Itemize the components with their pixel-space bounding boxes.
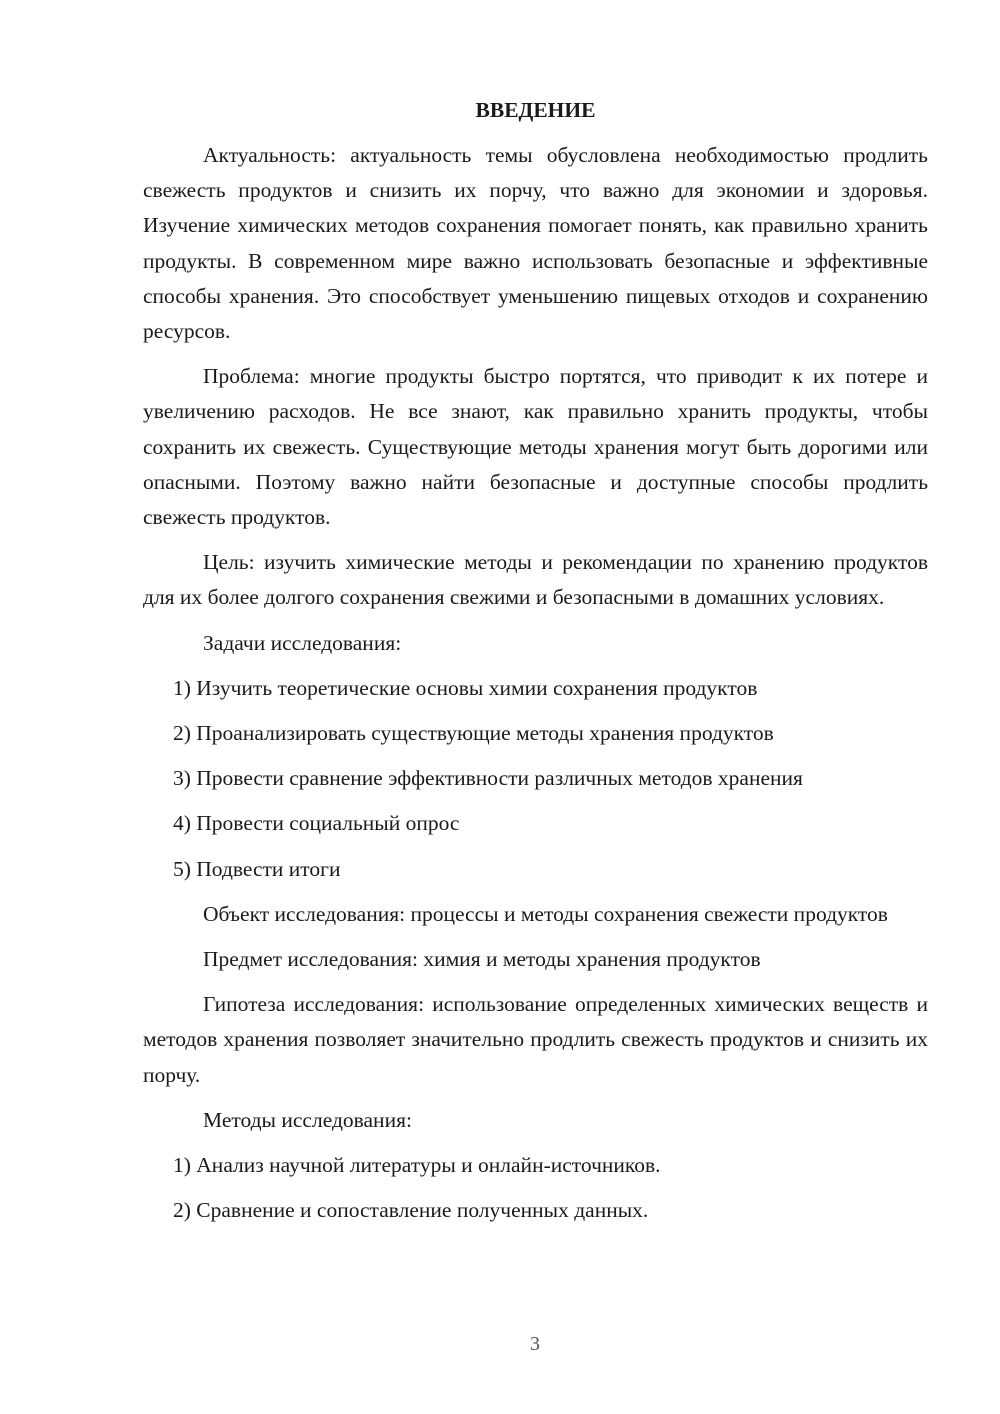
relevance-paragraph: Актуальность: актуальность темы обусловлена необходимостью продлить свежесть продуктов и снизить их порчу, что важно для экономии и здоровья. Изучение химических методов сохранения помогает понять, как правильно хранить продукты. В современном мире важно использовать безопасные и эффективные способы хранения. Это способствует уменьшению пищевых отходов и сохранению ресурсов. [143, 143, 928, 344]
subject-paragraph: Предмет исследования: химия и методы хранения продуктов [203, 947, 761, 972]
method-item: 2) Сравнение и сопоставление полученных данных. [173, 1198, 649, 1223]
task-item: 2) Проанализировать существующие методы хранения продуктов [173, 721, 774, 746]
page-number: 3 [530, 1333, 540, 1355]
task-item: 5) Подвести итоги [173, 856, 341, 881]
task-item: 4) Провести социальный опрос [173, 811, 460, 836]
page-title: ВВЕДЕНИЕ [475, 98, 596, 122]
object-paragraph: Объект исследования: процессы и методы сохранения свежести продуктов [203, 901, 888, 926]
task-item: 1) Изучить теоретические основы химии сохранения продуктов [173, 675, 758, 700]
method-item: 1) Анализ научной литературы и онлайн-источников. [173, 1153, 661, 1178]
methods-heading: Методы исследования: [203, 1107, 412, 1132]
document-page [143, 93, 928, 1238]
hypothesis-paragraph: Гипотеза исследования: использование определенных химических веществ и методов хранения позволяет значительно продлить свежесть продуктов и снизить их порчу. [143, 992, 928, 1087]
task-item: 3) Провести сравнение эффективности различных методов хранения [173, 766, 803, 791]
goal-paragraph: Цель: изучить химические методы и рекомендации по хранению продуктов для их более долгого сохранения свежими и безопасными в домашних условиях. [143, 550, 928, 610]
problem-paragraph: Проблема: многие продукты быстро портятся, что приводит к их потере и увеличению расходов. Не все знают, как правильно хранить продукты, чтобы сохранить их свежесть. Существующие методы хранения могут быть дорогими или опасными. Поэтому важно найти безопасные и доступные способы продлить свежесть продуктов. [143, 364, 928, 530]
tasks-heading: Задачи исследования: [203, 630, 402, 655]
